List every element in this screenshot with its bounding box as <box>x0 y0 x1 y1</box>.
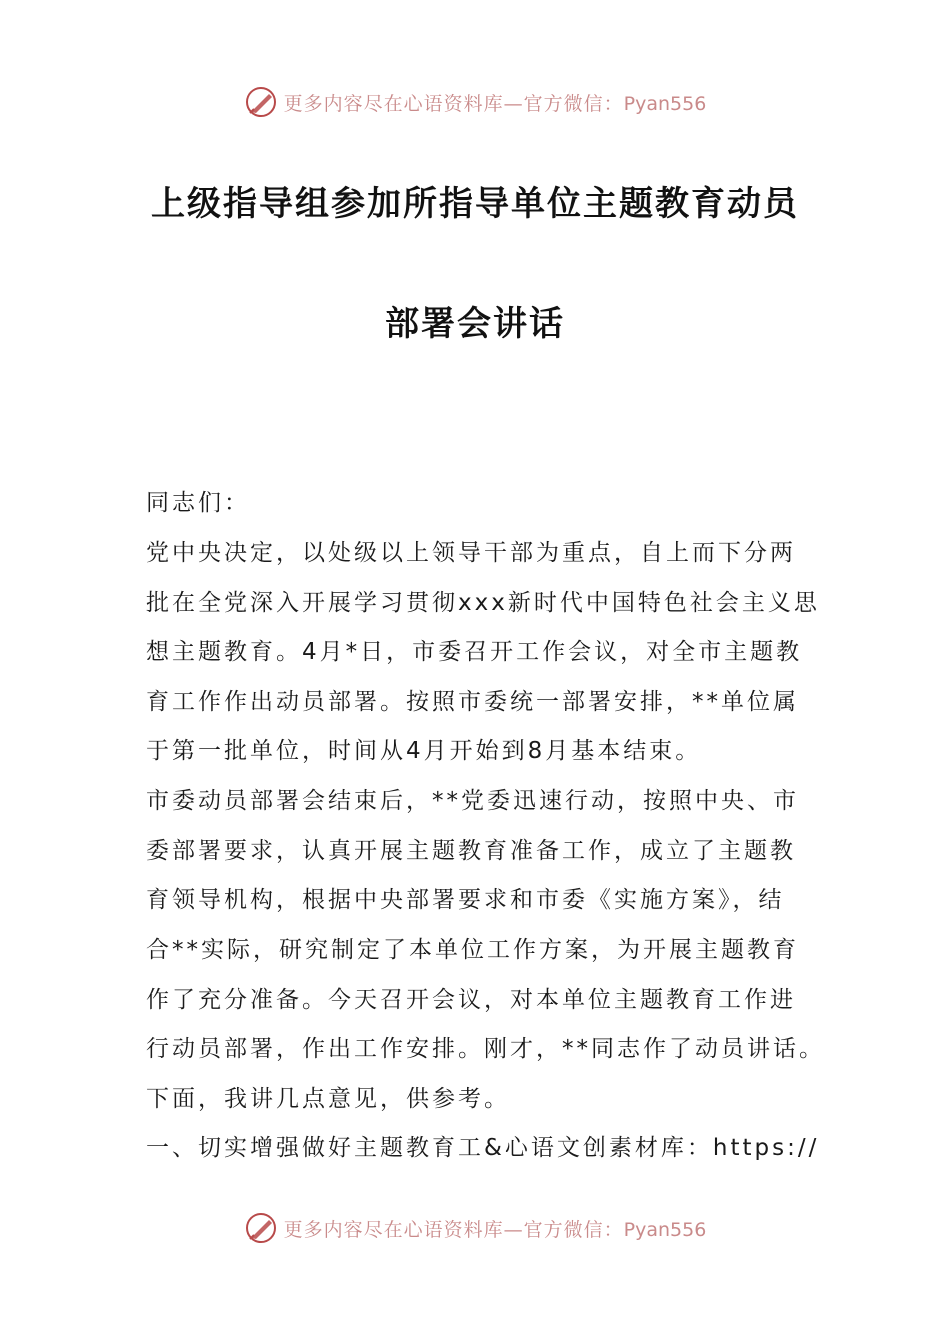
body-line-3: 批在全党深入开展学习贯彻xxx新时代中国特色社会主义思 <box>146 590 820 616</box>
document-title-line-2: 部署会讲话 <box>385 304 565 344</box>
body-line-2: 党中央决定，以处级以上领导干部为重点，自上而下分两 <box>146 540 796 566</box>
watermark-account: Pyan556 <box>623 92 707 115</box>
watermark-account: Pyan556 <box>623 1218 707 1241</box>
quill-logo-icon <box>244 85 278 119</box>
footer-watermark <box>0 1210 950 1246</box>
body-line-1: 同志们： <box>146 490 250 516</box>
body-line-5: 育工作作出动员部署。按照市委统一部署安排，**单位属 <box>146 689 799 715</box>
body-line-14: 一、切实增强做好主题教育工&心语文创素材库：https:// <box>146 1135 820 1161</box>
watermark-text: 更多内容尽在心语资料库—官方微信： <box>283 1218 624 1241</box>
quill-logo-icon <box>244 1211 278 1245</box>
body-line-7: 市委动员部署会结束后，**党委迅速行动，按照中央、市 <box>146 788 799 814</box>
body-line-4: 想主题教育。4月*日，市委召开工作会议，对全市主题教 <box>146 639 803 665</box>
body-line-10: 合**实际，研究制定了本单位工作方案，为开展主题教育 <box>146 937 799 963</box>
watermark-text: 更多内容尽在心语资料库—官方微信： <box>283 92 624 115</box>
body-line-12: 行动员部署，作出工作安排。刚才，**同志作了动员讲话。 <box>146 1036 825 1062</box>
header-watermark <box>0 84 950 120</box>
body-line-9: 育领导机构，根据中央部署要求和市委《实施方案》，结 <box>146 887 785 913</box>
body-line-11: 作了充分准备。今天召开会议，对本单位主题教育工作进 <box>146 987 796 1013</box>
body-line-13: 下面，我讲几点意见，供参考。 <box>146 1086 510 1112</box>
body-line-8: 委部署要求，认真开展主题教育准备工作，成立了主题教 <box>146 838 796 864</box>
document-title-line-1: 上级指导组参加所指导单位主题教育动员 <box>151 184 799 224</box>
body-line-6: 于第一批单位，时间从4月开始到8月基本结束。 <box>146 738 702 764</box>
